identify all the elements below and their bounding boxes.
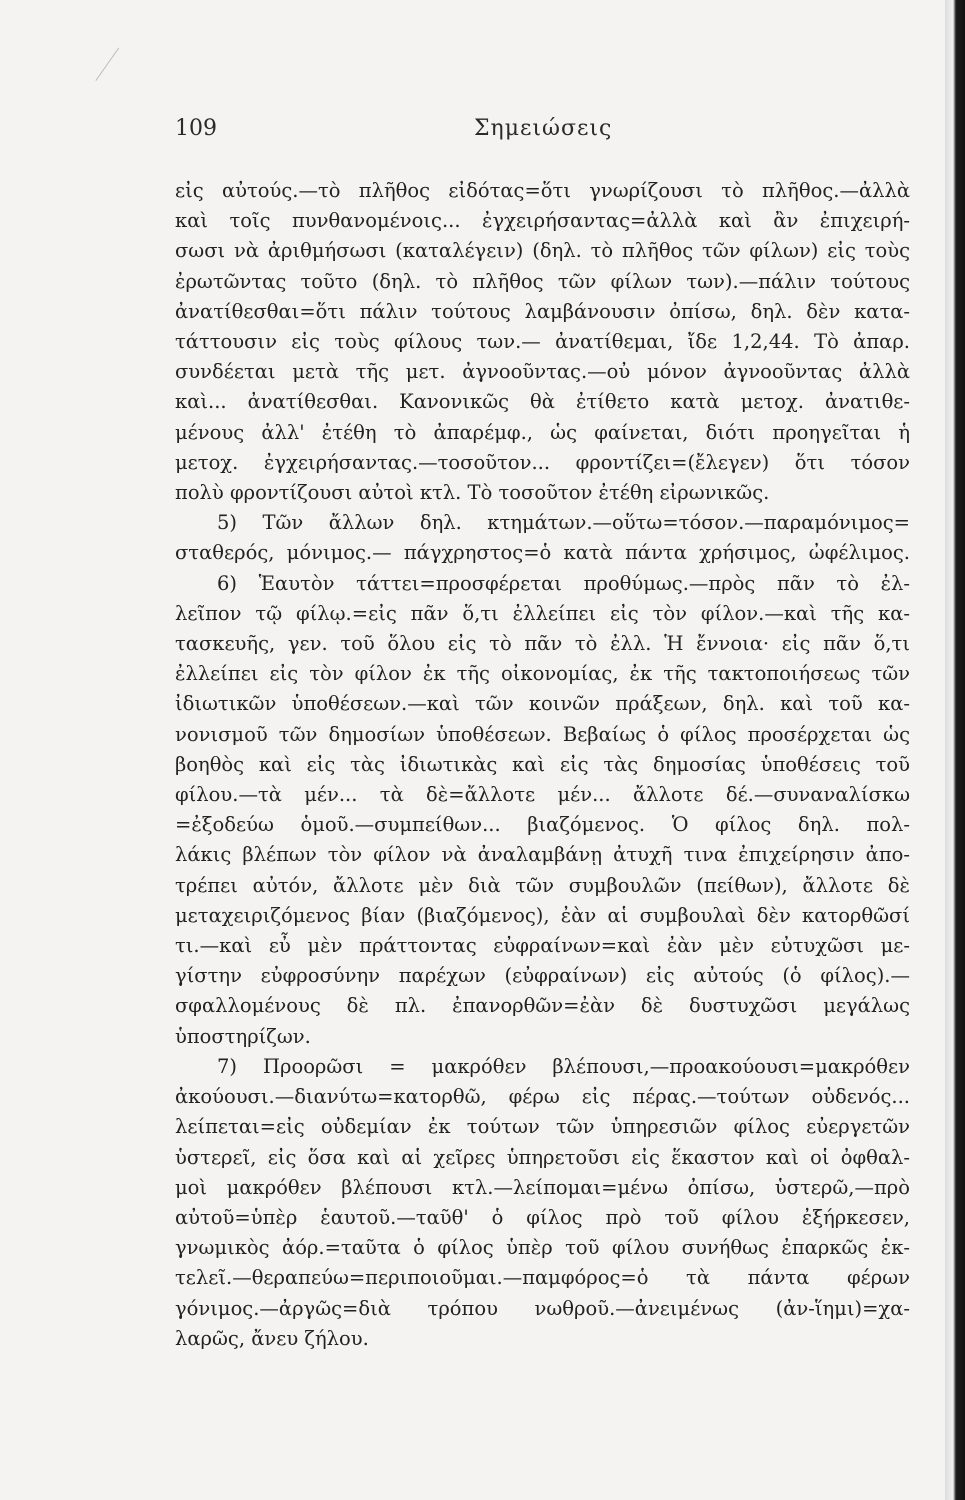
text-line: τασκευῆς, γεν. τοῦ ὅλου εἰς τὸ πᾶν τὸ ἐλλ. Ἡ ἔννοια· εἰς πᾶν ὅ,τι bbox=[175, 632, 910, 656]
text-line: 6) Ἑαυτὸν τάττει=προσφέρεται προθύμως.—πρὸς πᾶν τὸ ἐλ- bbox=[217, 571, 910, 595]
text-line: μένους ἀλλ' ἐτέθη τὸ ἀπαρέμφ., ὡς φαίνεται, διότι προηγεῖται ἡ bbox=[175, 420, 910, 444]
text-line: νονισμοῦ τῶν δημοσίων ὑποθέσεων. Βεβαίως ὁ φίλος προσέρχεται ὡς bbox=[175, 722, 910, 746]
text-line: λάκις βλέπων τὸν φίλον νὰ ἀναλαμβάνῃ ἀτυχῆ τινα ἐπιχείρησιν ἀπο- bbox=[175, 843, 910, 867]
text-line: μεταχειριζόμενος βίαν (βιαζόμενος), ἐὰν αἱ συμβουλαὶ δὲν κατορθῶσί bbox=[175, 903, 910, 927]
text-line: 5) Τῶν ἄλλων δηλ. κτημάτων.—οὕτω=τόσον.—παραμόνιμος= bbox=[217, 511, 910, 535]
text-line: γνωμικὸς ἀόρ.=ταῦτα ὁ φίλος ὑπὲρ τοῦ φίλου συνήθως ἐπαρκῶς ἐκ- bbox=[175, 1236, 910, 1260]
text-line: ἰδιωτικῶν ὑποθέσεων.—καὶ τῶν κοινῶν πράξεων, δηλ. καὶ τοῦ κα- bbox=[175, 692, 910, 716]
page-number: 109 bbox=[175, 116, 217, 141]
text-line: ἐλλείπει εἰς τὸν φίλον ἐκ τῆς οἰκονομίας, ἐκ τῆς τακτοποιήσεως τῶν bbox=[175, 662, 910, 686]
text-line: ἐρωτῶντας τοῦτο (δηλ. τὸ πλῆθος τῶν φίλων των).—πάλιν τούτους bbox=[175, 269, 910, 293]
text-line: ἀνατίθεσθαι=ὅτι πάλιν τούτους λαμβάνουσιν ὀπίσω, δηλ. δὲν κατα- bbox=[175, 299, 910, 323]
text-line: 7) Προορῶσι = μακρόθεν βλέπουσι,—προακούουσι=μακρόθεν bbox=[217, 1054, 910, 1078]
text-line: εἰς αὐτούς.—τὸ πλῆθος εἰδότας=ὅτι γνωρίζουσι τὸ πλῆθος.—ἀλλὰ bbox=[175, 179, 910, 202]
text-line: =ἐξοδεύω ὁμοῦ.—συμπείθων... βιαζόμενος. Ὁ φίλος δηλ. πολ- bbox=[175, 813, 910, 837]
text-line: ἀκούουσι.—διανύτω=κατορθῶ, φέρω εἰς πέρας.—τούτων οὐδενός... bbox=[175, 1085, 910, 1109]
text-line: ὑστερεῖ, εἰς ὅσα καὶ αἱ χεῖρες ὑπηρετοῦσι εἰς ἕκαστον καὶ οἱ ὀφθαλ- bbox=[175, 1145, 910, 1169]
text-line: σταθερός, μόνιμος.— πάγχρηστος=ὁ κατὰ πάντα χρήσιμος, ὠφέλιμος. bbox=[175, 541, 910, 565]
text-line: γίστην εὐφροσύνην παρέχων (εὐφραίνων) εἰς αὐτούς (ὁ φίλος).— bbox=[175, 964, 910, 988]
text-line: λεῖπον τῷ φίλῳ.=εἰς πᾶν ὅ,τι ἐλλείπει εἰς τὸν φίλον.—καὶ τῆς κα- bbox=[175, 601, 910, 625]
text-line: τελεῖ.—θεραπεύω=περιποιοῦμαι.—παμφόρος=ὁ τὰ πάντα φέρων bbox=[175, 1266, 910, 1290]
running-title: Σημειώσεις bbox=[474, 116, 613, 141]
text-line: καὶ τοῖς πυνθανομένοις... ἐγχειρήσαντας=ἀλλὰ καὶ ἂν ἐπιχειρή- bbox=[175, 209, 910, 233]
text-line: μετοχ. ἐγχειρήσαντας.—τοσοῦτον... φροντίζει=(ἔλεγεν) ὅτι τόσον bbox=[175, 450, 910, 474]
text-line: ὑποστηρίζων. bbox=[175, 1024, 311, 1048]
scan-edge bbox=[945, 0, 965, 1500]
text-line: συνδέεται μετὰ τῆς μετ. ἀγνοοῦντας.—οὐ μόνον ἀγνοοῦντας ἀλλὰ bbox=[175, 360, 910, 384]
text-line: σφαλλομένους δὲ πλ. ἐπανορθῶν=ἐὰν δὲ δυστυχῶσι μεγάλως bbox=[175, 994, 910, 1018]
page-header bbox=[0, 108, 945, 148]
text-line: φίλου.—τὰ μέν... τὰ δὲ=ἄλλοτε μέν... ἄλλοτε δέ.—συναναλίσκω bbox=[175, 783, 910, 807]
text-line: πολὺ φροντίζουσι αὐτοὶ κτλ. Τὸ τοσοῦτον ἐτέθη εἰρωνικῶς. bbox=[175, 481, 770, 505]
text-line: λαρῶς, ἄνευ ζήλου. bbox=[175, 1326, 369, 1350]
text-line: τάττουσιν εἰς τοὺς φίλους των.— ἀνατίθεμαι, ἴδε 1,2,44. Τὸ ἀπαρ. bbox=[175, 330, 910, 354]
text-line: γόνιμος.—ἀργῶς=διὰ τρόπου νωθροῦ.—ἀνειμένως (ἀν-ἵημι)=χα- bbox=[175, 1296, 910, 1320]
text-line: βοηθὸς καὶ εἰς τὰς ἰδιωτικὰς καὶ εἰς τὰς δημοσίας ὑποθέσεις τοῦ bbox=[175, 752, 910, 776]
body-text bbox=[175, 176, 910, 1354]
text-line: λείπεται=εἰς οὐδεμίαν ἐκ τούτων τῶν ὑπηρεσιῶν φίλος εὐεργετῶν bbox=[175, 1115, 910, 1139]
text-line: καὶ... ἀνατίθεσθαι. Κανονικῶς θὰ ἐτίθετο κατὰ μετοχ. ἀνατιθε- bbox=[175, 390, 910, 414]
text-line: τρέπει αὐτόν, ἄλλοτε μὲν διὰ τῶν συμβουλῶν (πείθων), ἄλλοτε δὲ bbox=[175, 873, 910, 897]
page-fold-mark bbox=[95, 48, 135, 93]
text-line: αὐτοῦ=ὑπὲρ ἑαυτοῦ.—ταῦθ' ὁ φίλος πρὸ τοῦ φίλου ἐξήρκεσεν, bbox=[175, 1205, 910, 1229]
text-line: μοὶ μακρόθεν βλέπουσι κτλ.—λείπομαι=μένω ὀπίσω, ὑστερῶ,—πρὸ bbox=[175, 1175, 910, 1199]
text-line: σωσι νὰ ἀριθμήσωσι (καταλέγειν) (δηλ. τὸ πλῆθος τῶν φίλων) εἰς τοὺς bbox=[175, 239, 910, 263]
text-line: τι.—καὶ εὖ μὲν πράττοντας εὐφραίνων=καὶ ἐὰν μὲν εὐτυχῶσι με- bbox=[175, 934, 910, 958]
